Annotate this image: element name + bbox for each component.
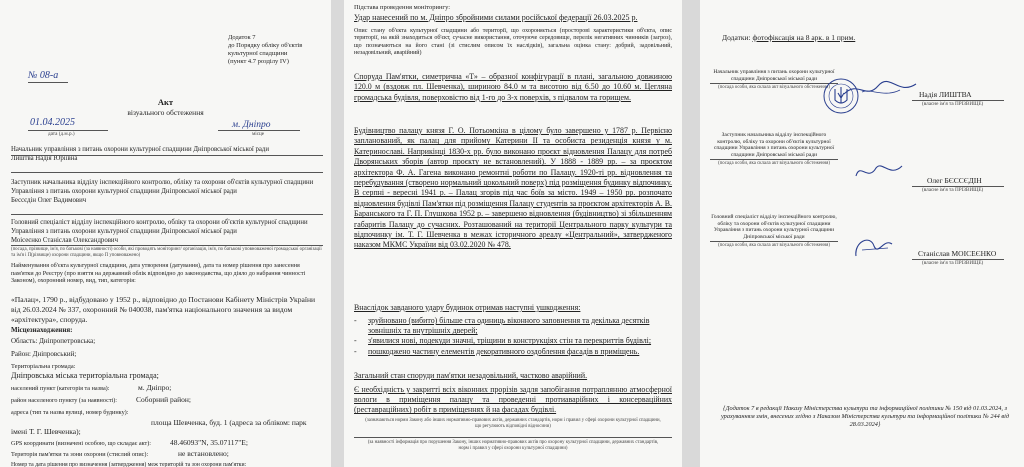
annex-line-3: культурної спадщини [228, 50, 288, 57]
signatory-3-name: Станіслав МОІСЕЄНКО [918, 249, 997, 258]
damage-item: - пошкоджено частину елементів декоративного оздоблення фасадів в приміщень. [354, 346, 640, 356]
recommendation-caption: (зазначаються норми Закону або інших нормативно-правових актів, державних стандартів, норм і правил у сфері охорони культурної спадщини, що регулюють відповідні відносини) [365, 418, 661, 429]
location-district: Район: Дніпровський; [11, 350, 77, 358]
damage-item: - з'явилися нові, подекуди значні, тріщини в конструкціях стін та перекриттів будівлі; [354, 336, 652, 346]
commission-name-2: Бессєдін Олег Вадимович [11, 196, 87, 204]
settlement-district-value: Соборний район; [136, 395, 191, 404]
signatory-1-role: Начальник управління з питань охорони культурної спадщини Дніпровської міської ради (посада особи, яка склала акт візуального обстеження) [710, 69, 838, 92]
community-label: Територіальна громада: [11, 363, 76, 370]
damage-item: - зруйновано (вибито) більше ста одиниць віконного заповнення та декілька десятків зовнішніх та внутрішніх дверей; [354, 316, 650, 336]
document-page-2 [344, 0, 682, 467]
commission-name-3: Моісеєнко Станіслав Олександрович [11, 236, 118, 244]
gps-value: 48.46093"N, 35.07117"E; [170, 438, 248, 447]
footnote: {Додаток 7 в редакції Наказу Міністерства культури та інформаційної політики № 150 від 01.03.2024, з урахуванням змін, внесених згідно з Наказом Міністерства культури та інформаційної політики № 244 від 28.03.2024} [720, 405, 1010, 428]
reg-underline [28, 82, 68, 83]
signatory-3-role: Головний спеціаліст відділу інспекційного контролю, обліку та охорони об'єктів культурної спадщини Управління з питань охорони культурної спадщини Дніпровської міської ради (посада особи, яка склала акт візуального обстеження) [711, 214, 837, 249]
act-title: Акт [157, 97, 174, 107]
address-value: площа Шевченка, буд. 1 (адреса за обліком: парк імені Т. Г. Шевченка); [11, 418, 307, 436]
date-caption: дата (д.м.р.) [48, 131, 75, 137]
signatory-2-role: Заступник начальника відділу інспекційного контролю, обліку та охорони об'єктів культурної спадщини Управління з питань охорони культурної спадщини Дніпровської міської ради (посада особи, яка склала акт візуального обстеження) [710, 132, 838, 168]
signature-3-icon [848, 232, 898, 262]
place-caption: місце [252, 131, 265, 137]
damage-list [354, 316, 672, 357]
commission-role-1: Начальник управління з питань охорони культурної спадщини Дніпровської міської ради [11, 146, 269, 153]
annex-line-1: Додаток 7 [228, 34, 256, 41]
document-page-3 [700, 0, 1024, 467]
commission-name-1: Лиштва Надія Юріївна [11, 154, 78, 162]
state-prompt: Опис стану об'єкта культурної спадщини або території, що охороняється (просторові характеристики об'єкта, опис території, на якій знаходиться об'єкт, сучасне використання, оточуюче середовище, перелік негативних чинників (загроз), що позначаються на його стані (зі стислим описом їх наслідків), загальна оцінка стану: добрий, задовільний, незадовільний, аварійний) [354, 28, 672, 57]
act-place: м. Дніпро [232, 120, 271, 130]
annex-line-4: (пункт 4.7 розділу IV) [228, 58, 289, 65]
commission-role-3: Головний спеціаліст відділу інспекційного контролю, обліку та охорони об'єктів культурної спадщини Управління з питань охорони культурної спадщини Дніпровської міської ради [11, 219, 308, 235]
damage-heading: Внаслідок завданого удару будинок отримав наступні ушкодження: [354, 303, 581, 312]
territory-label: Територія пам'ятки та зони охорони (стислий опис): [11, 451, 149, 458]
registration-number: № 08-а [28, 70, 59, 81]
signatory-3-name-caption: (власне ім'я та ПРІЗВИЩЕ) [922, 260, 984, 266]
attachments-label: Додатки: [722, 33, 751, 42]
footer-caption: (за наявності інформація про порушення Закону, інших нормативно-правових актів про охорону культурної спадщини, державних стандартів, норм і правил у сфері охорони культурної спадщини) [367, 440, 659, 451]
settlement-district-label: район населеного пункту (за наявності): [11, 397, 118, 404]
attachments-value: фотофіксація на 8 арк. в 1 прим. [752, 33, 856, 42]
settlement-value: м. Дніпро; [138, 383, 172, 392]
location-region: Область: Дніпропетровська; [11, 337, 96, 345]
signature-1-icon [840, 78, 920, 102]
commission-member-2 [11, 179, 323, 205]
act-date: 01.04.2025 [30, 117, 75, 128]
basis-value: Удар нанесений по м. Дніпро збройними силами російської федерації 26.03.2025 р. [354, 13, 638, 22]
territory-date-label: Номер та дата рішення про визначення (затвердження) меж територій та зон охорони пам'ятки: [11, 462, 247, 467]
signatory-2-name: Олег БЄССЄДІН [927, 176, 982, 185]
object-prompt: Найменування об'єкта культурної спадщини, дата утворення (датування), дата та номер рішення про занесення пам'ятки до Реєстру (про взяття на державний облік відповідно до законодавства, що діяло до набрання чинності Законом), охоронний номер, вид, тип, категорія: [11, 263, 306, 285]
gps-label: GPS координати (визначені особою, що складає акт): [11, 440, 151, 447]
commission-member-3 [11, 219, 323, 245]
annex-line-2: до Порядку обліку об'єктів [228, 42, 303, 49]
settlement-label: населений пункт (категорія та назва): [11, 385, 110, 392]
address-label: адреса (тип та назва вулиці, номер будинку): [11, 409, 129, 416]
territory-value: не встановлено; [178, 449, 229, 458]
overall-state: Загальний стан споруди пам'ятки незадовільний, частково аварійний. [354, 371, 588, 380]
signature-2-icon [850, 158, 908, 184]
signatory-1-name-caption: (власне ім'я та ПРІЗВИЩЕ) [922, 101, 984, 107]
recommendation: Є необхідність у закритті всіх віконних прорізів задля запобігання потраплянню атмосферної вологи в приміщення палацу та проведенні протиаварійних і консерваційних (реставраційних) робіт в приміщеннях й на фасадах будівлі. [354, 385, 672, 415]
commission-role-2: Заступник начальника відділу інспекційного контролю, обліку та охорони об'єктів культурної спадщини Управління з питань охорони культурної спадщини Дніпровської міської ради [11, 179, 314, 195]
document-page-1 [0, 0, 331, 467]
basis-label: Підстава проведення моніторингу: [354, 4, 451, 11]
object-value: «Палац», 1790 р., відбудовано у 1952 р., відповідно до Постанови Кабінету Міністрів України від 26.03.2024 № 337, охоронний № 040038, пам'ятка національного значення за видом «архітектура», споруда. [11, 295, 316, 324]
object-description: Споруда Пам'ятки, симетрична «Т» – образної конфігурації в плані, загальною довжиною 120.0 м (вздовж пл. Шевченка), шириною 84.0 м та висотою від 6.50 до 10.60 м. Цегляна громадська будівля, поверховістю від 1-го до 3-х поверхів, з підвалом та горищем. [354, 72, 672, 102]
act-subtitle: візуального обстеження [127, 108, 204, 117]
signatory-2-name-caption: (власне ім'я та ПРІЗВИЩЕ) [922, 187, 984, 193]
signatory-1-name: Надія ЛИШТВА [919, 90, 972, 99]
commission-caption: (посада, прізвище, ім'я, по батькові (за наявності) особи, які проводять моніторинг/ організація, ім'я, по батькові уповноваженої громадської організації та ім'я і П(різвище) охорони спадщини, якщо П уповноважено) [11, 247, 322, 258]
community-value: Дніпровська міська територіальна громада; [11, 371, 159, 380]
object-history: Будівництво палацу князя Г. О. Потьомкіна в цілому було завершено у 1787 р. Первісно запланований, як палац для прийому Катерини ІІ та особиста резиденція князя у м. Катеринославі. Наприкінці 1830-х рр. було виконано проєкт відновлення Палацу для потреб Дворянських зборів (автор проєкту не встановлений). У 1888 - 1889 рр. – за проєктом архітектора Ф. А. Гагена виконано ремонтні роботи по Палацу. 1920-ті рр. відновлення та перебудування (створено нормальний цокольний поверх) під розміщення будинку відпочинку. В серпні - вересні 1941 р. – Палац згорів під час боїв за місто. 1949 – 1950 рр. розпочато відновлення будівлі Пам'ятки під розміщення Палацу студентів за проєктом архітекторів А. В. Баранського та Г. П. Глушкова 1952 р. – завершено відновлення (будівництво) зі збільшенням габаритів Палацу до сучасних. Розташований на території Центрального парку культури та відпочинку ім. Т. Г. Шевченка в межах історичного ареалу «Центральний», затвердженого наказом МКМС України від 03.02.2020 № 478. [354, 126, 672, 250]
location-heading: Місцезнаходження: [11, 326, 73, 334]
attachments [722, 34, 855, 43]
commission-member-1 [11, 146, 323, 164]
